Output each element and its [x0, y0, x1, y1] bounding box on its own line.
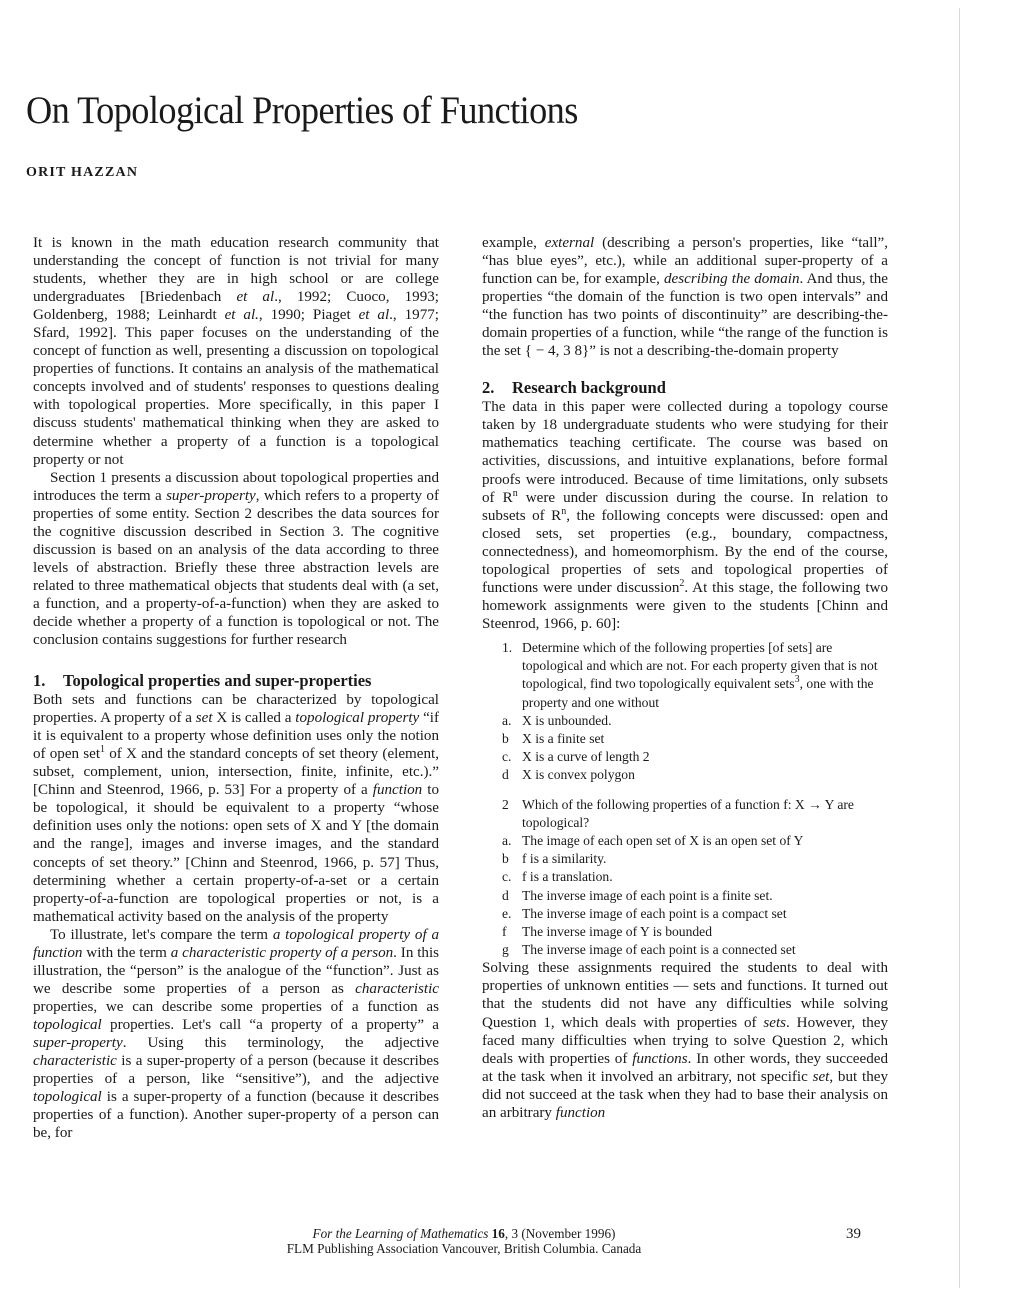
section-2-paragraph-1: The data in this paper were collected during a topology course taken by 18 undergraduate students who were studying for their mathematics teaching certificate. The course was based on activities, discussions, and intuitive explanations, before formal proofs were introduced. Because of time limitations, only subsets of $R^n$ were under discussion during the course. In relation to subsets of $R^n$, the following concepts were discussed: open and closed sets, set properties (e.g., boundary, compactness, connectedness), and homeomorphism. By the end of the course, topological properties of sets and topological properties of functions were under discussion$^2$. At this stage, the following two homework assignments were given to the students [Chinn and Steenrod, 1966, p. 60]:	[482, 399, 889, 632]
question-1-item: c. X is a curve of length 2	[502, 749, 650, 765]
section-1-paragraph-1: Both sets and functions can be characterized by topological properties. A property of a set X is called a topological property “if it is equivalent to a property whose definition uses only the notion of open set$^1$ of X and the standard concepts of set theory (element, subset, complement, union, intersection, finite, infinite, etc.).” [Chinn and Steenrod, 1966, p. 53] For a property of a function to be topological, it should be equivalent to a property “whose definition uses only the notions: open sets of X and Y [the domain and the range], images and inverse images, and the standard concepts of set theory.” [Chinn and Steenrod, 1966, p. 57] Thus, determining whether a certain property-of-a-set or a certain property-of-a-function are topological properties or not, is a mathematical activity based on the analysis of the property	[33, 692, 439, 925]
question-2-item: f The inverse image of Y is bounded	[502, 923, 713, 939]
footnote-ref-3: 3	[794, 674, 800, 686]
journal-citation: For the Learning of Mathematics 16, 3 (November 1996)	[312, 1226, 616, 1241]
continued-paragraph: example, external (describing a person's properties, like “tall”, “has blue eyes”, etc.), while an additional super-property of a function can be, for example, describing the domain. And thus, the properties “the domain of the function is two open intervals” and “the function has two points of discontinuity” are describing-the-domain properties of a function, while “the range of the function is the set { − 4, 3 8}” is not a describing-the-domain property	[482, 235, 888, 360]
question-1-item: b X is a finite set	[502, 730, 605, 746]
homework-question-list	[482, 639, 888, 959]
page-edge-line	[959, 8, 960, 1288]
question-1-item: a. X is unbounded.	[502, 712, 612, 728]
question-2-item: g The inverse image of each point is a connected set	[502, 942, 796, 958]
right-column	[482, 234, 888, 1122]
question-2: 2 Which of the following properties of a function f: X → Y are topological?	[502, 796, 854, 830]
section-1-heading: 1. Topological properties and super-properties	[33, 671, 372, 691]
intro-paragraph-2: Section 1 presents a discussion about topological properties and introduces the term a super-property, which refers to a property of properties of some entity. Section 2 describes the data sources for the cognitive discussion described in Section 3. The cognitive discussion is based on an analysis of the data according to three levels of abstraction. Briefly these three abstraction levels are related to three mathematical objects that students deal with (a set, a function, and a property-of-a-function) when they are asked to decide whether a property of a function is topological or not. The conclusion contains suggestions for further research	[33, 469, 439, 649]
section-1-paragraph-2: To illustrate, let's compare the term a topological property of a function with the term a characteristic property of a person. In this illustration, the “person” is the analogue of the “function”. Just as we describe some properties of a person as characteristic properties, we can describe some properties of a function as topological properties. Let's call “a property of a property” a super-property. Using this terminology, the adjective characteristic is a super-property of a person (because it describes properties of a person, like “sensitive”), and the adjective topological is a super-property of a function (because it describes properties of a function). Another super-property of a person can be, for	[33, 926, 440, 1142]
question-2-item: d The inverse image of each point is a finite set.	[502, 887, 773, 903]
intro-paragraph-1: It is known in the math education research community that understanding the concept of function is not trivial for many students, whether they are in high school or are college undergraduates [Briedenbach et al., 1992; Cuoco, 1993; Goldenberg, 1988; Leinhardt et al., 1990; Piaget et al., 1977; Sfard, 1992]. This paper focuses on the understanding of the concept of function as well, presenting a discussion on topological properties of functions. It contains an analysis of the mathematical concepts involved and of students' responses to questions dealing with topological properties. More specifically, in this paper I discuss students' mathematical thinking when they are asked to determine whether a property of a function is a topological property or not	[33, 235, 439, 468]
left-column	[33, 234, 439, 1142]
question-2-item: e. The inverse image of each point is a compact set	[502, 905, 787, 921]
question-2-item: a. The image of each open set of X is an open set of Y	[502, 832, 804, 848]
publisher-line: FLM Publishing Association Vancouver, British Columbia. Canada	[286, 1241, 642, 1256]
question-1: 1. Determine which of the following properties [of sets] are topological and which are not. For each property given that is not topological, find two topologically equivalent sets$^3$, one with the property and one without	[502, 639, 878, 710]
section-2-heading: 2. Research background	[482, 378, 666, 398]
footnote-ref-2: 2	[679, 577, 685, 589]
question-2-item: c. f is a translation.	[502, 869, 613, 885]
question-2-item: b f is a similarity.	[502, 851, 607, 867]
page-footer	[270, 1226, 658, 1256]
question-1-item: d X is convex polygon	[502, 767, 635, 783]
article-author: ORIT HAZZAN	[26, 165, 139, 180]
section-2-paragraph-2: Solving these assignments required the students to deal with properties of unknown entities — sets and functions. It turned out that the students did not have any difficulties while solving Question 1, which deals with properties of sets. However, they faced many difficulties when trying to solve Question 2, which deals with properties of functions. In other words, they succeeded at the task when it involved an arbitrary, not specific set, but they did not succeed at the task when they had to base their analysis on an arbitrary function	[482, 960, 888, 1121]
footnote-ref-1: 1	[100, 744, 106, 756]
article-title: On Topological Properties of Functions	[26, 89, 578, 132]
page-number: 39	[846, 1226, 861, 1242]
